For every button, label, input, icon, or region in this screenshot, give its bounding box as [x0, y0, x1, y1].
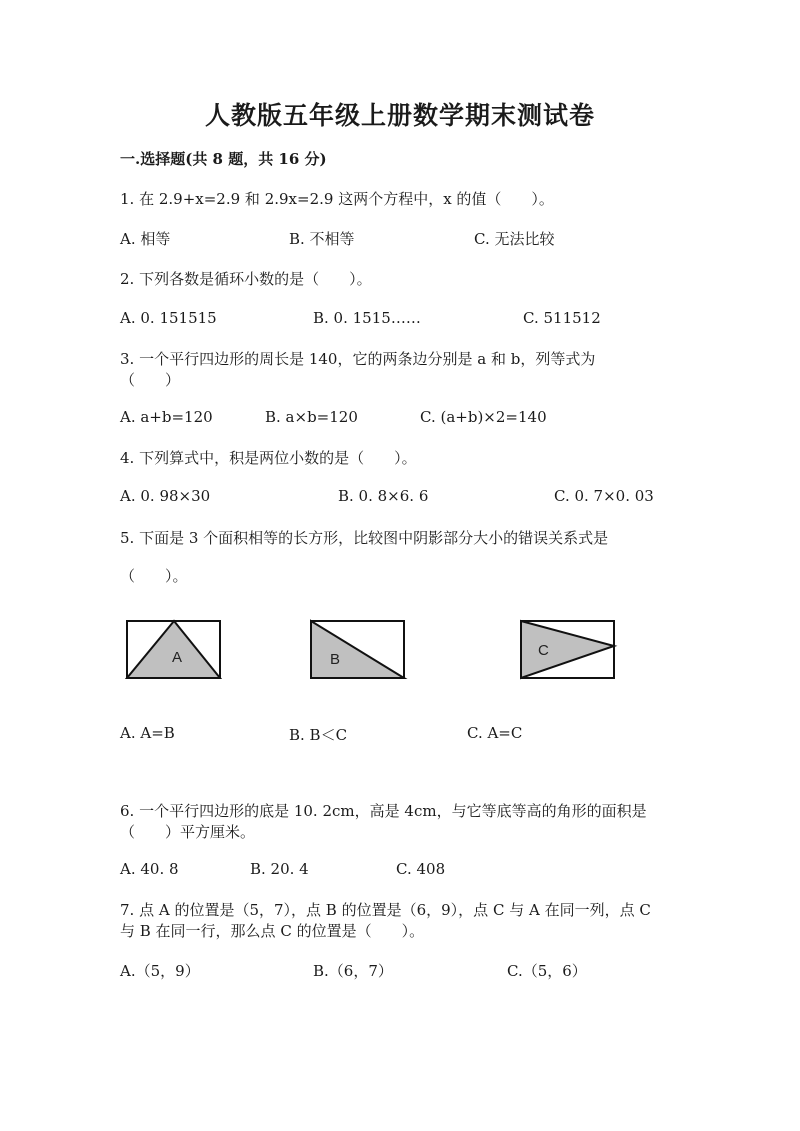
section-heading: 一.选择题(共 8 题，共 16 分) — [120, 150, 327, 168]
figure-b-label: B — [330, 651, 341, 668]
question-2-text: 2. 下列各数是循环小数的是（ ）。 — [120, 270, 372, 288]
question-4-option-a[interactable]: A. 0. 98×30 — [120, 487, 211, 505]
question-4-option-c[interactable]: C. 0. 7×0. 03 — [554, 487, 654, 505]
question-2-option-c[interactable]: C. 511512 — [523, 309, 601, 327]
question-3-text: 3. 一个平行四边形的周长是 140，它的两条边分别是 a 和 b，列等式为 — [120, 350, 596, 368]
question-7-option-a[interactable]: A.（5，9） — [120, 962, 200, 980]
question-1-option-c[interactable]: C. 无法比较 — [474, 230, 555, 248]
question-5-text: 5. 下面是 3 个面积相等的长方形，比较图中阴影部分大小的错误关系式是 — [120, 529, 609, 547]
figure-a-rectangle — [124, 618, 224, 682]
question-2-option-b[interactable]: B. 0. 1515…… — [313, 309, 421, 327]
question-3-option-b[interactable]: B. a×b=120 — [265, 408, 358, 426]
question-3-text-line2: （ ） — [120, 371, 181, 389]
question-1-option-a[interactable]: A. 相等 — [120, 230, 171, 248]
question-3-option-a[interactable]: A. a+b=120 — [120, 408, 213, 426]
question-6-option-a[interactable]: A. 40. 8 — [120, 860, 179, 878]
figure-a-label: A — [172, 649, 183, 666]
question-5-option-a[interactable]: A. A=B — [120, 724, 175, 742]
question-1-option-b[interactable]: B. 不相等 — [289, 230, 355, 248]
question-3-option-c[interactable]: C. (a+b)×2=140 — [420, 408, 547, 426]
question-6-text-line2: （ ）平方厘米。 — [120, 823, 256, 841]
question-5-option-c[interactable]: C. A=C — [467, 724, 523, 742]
question-6-text: 6. 一个平行四边形的底是 10. 2cm，高是 4cm，与它等底等高的角形的面积是 — [120, 802, 647, 820]
question-1-text: 1. 在 2.9+x=2.9 和 2.9x=2.9 这两个方程中，x 的值（ ）。 — [120, 190, 554, 208]
question-5-option-b[interactable]: B. B＜C — [289, 726, 348, 744]
question-6-option-b[interactable]: B. 20. 4 — [250, 860, 309, 878]
figure-c-label: C — [538, 642, 549, 659]
question-7-text: 7. 点 A 的位置是（5，7），点 B 的位置是（6，9），点 C 与 A 在同一列，点 C — [120, 901, 651, 919]
question-4-text: 4. 下列算式中，积是两位小数的是（ ）。 — [120, 449, 417, 467]
figure-b-rectangle — [308, 618, 408, 682]
question-6-option-c[interactable]: C. 408 — [396, 860, 446, 878]
question-7-option-b[interactable]: B.（6，7） — [313, 962, 393, 980]
question-4-option-b[interactable]: B. 0. 8×6. 6 — [338, 487, 429, 505]
question-2-option-a[interactable]: A. 0. 151515 — [120, 309, 217, 327]
figure-c-rectangle — [518, 618, 618, 682]
question-5-text-line2: （ ）。 — [120, 567, 188, 585]
question-7-text-line2: 与 B 在同一行，那么点 C 的位置是（ ）。 — [120, 922, 425, 940]
page-title: 人教版五年级上册数学期末测试卷 — [204, 101, 595, 130]
question-7-option-c[interactable]: C.（5，6） — [507, 962, 587, 980]
